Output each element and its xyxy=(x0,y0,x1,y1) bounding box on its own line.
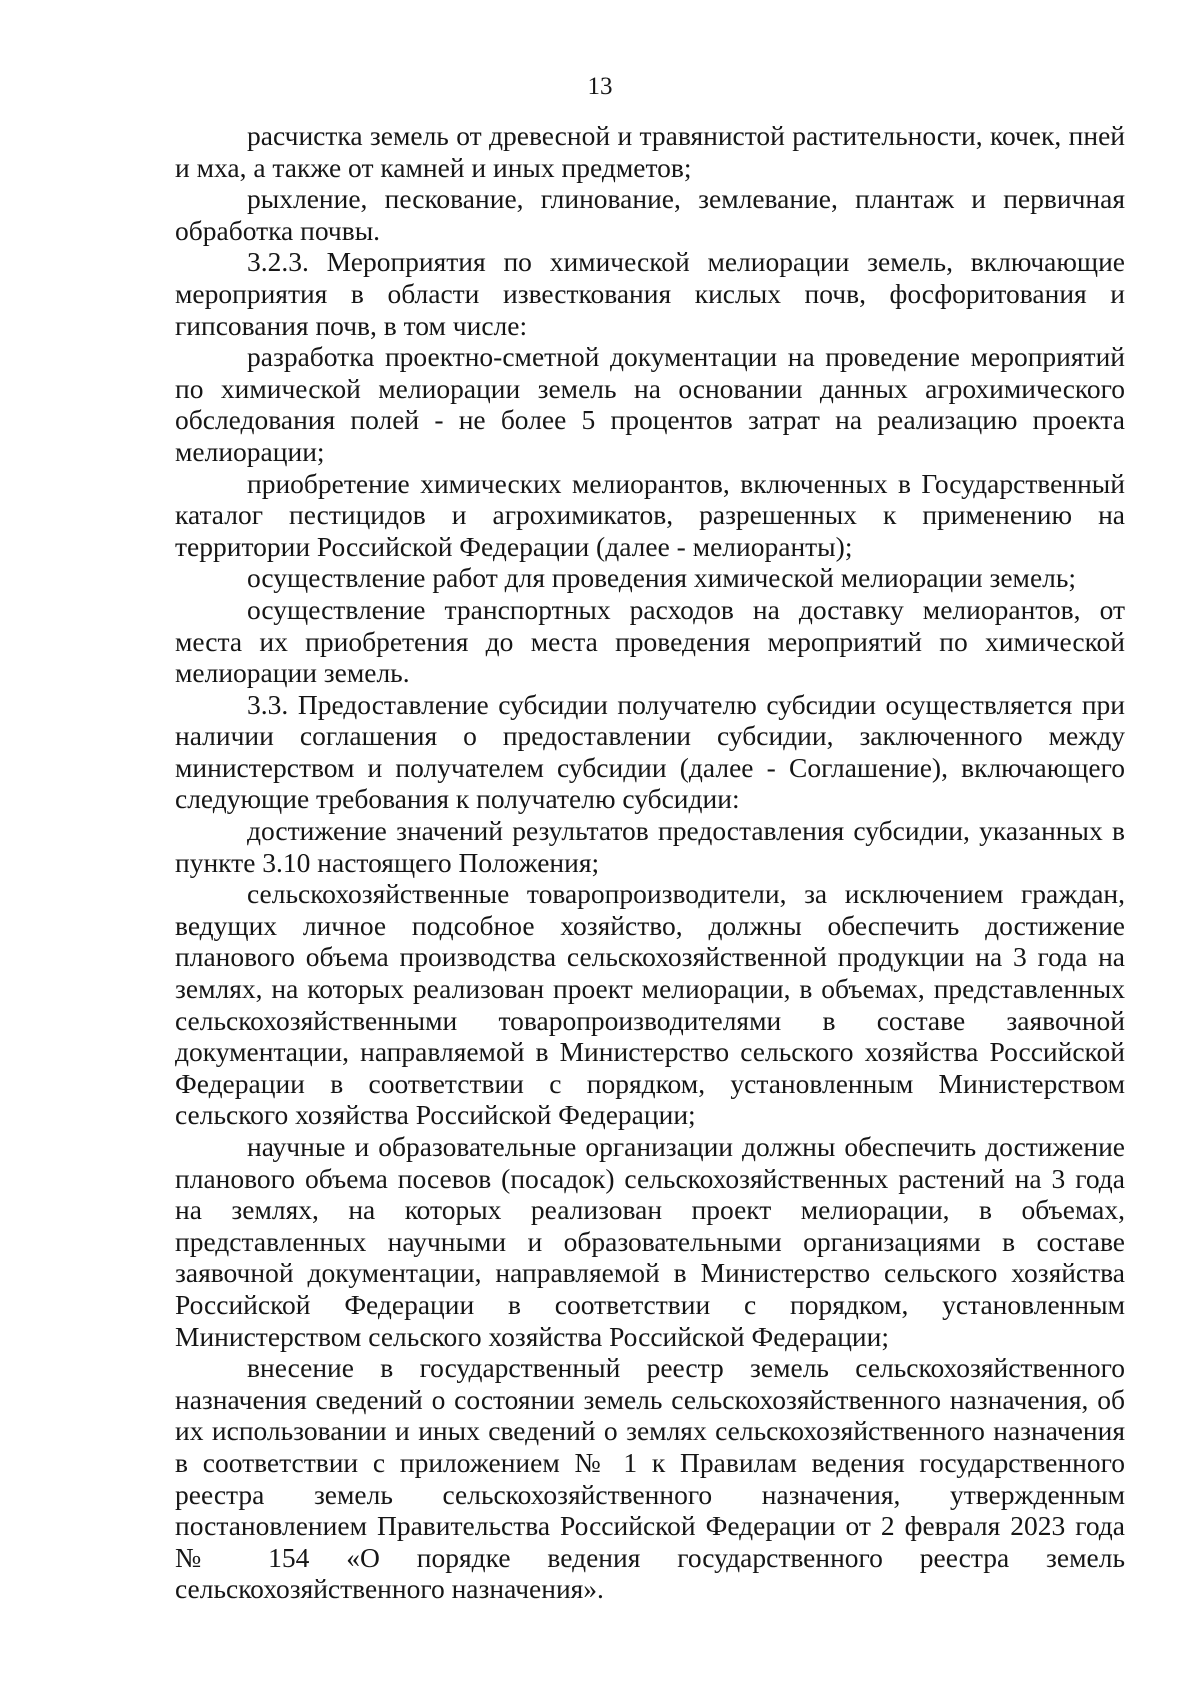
paragraph: 3.2.3. Мероприятия по химической мелиорации земель, включающие мероприятия в области известкования кислых почв, фосфоритования и гипсования почв, в том числе: xyxy=(175,246,1125,341)
paragraph: расчистка земель от древесной и травянистой растительности, кочек, пней и мха, а также от камней и иных предметов; xyxy=(175,120,1125,183)
paragraph: приобретение химических мелиорантов, включенных в Государственный каталог пестицидов и агрохимикатов, разрешенных к применению на территории Российской Федерации (далее - мелиоранты); xyxy=(175,467,1125,562)
page-number: 13 xyxy=(587,73,613,100)
paragraph: достижение значений результатов предоставления субсидии, указанных в пункте 3.10 настоящего Положения; xyxy=(175,815,1125,878)
paragraph: сельскохозяйственные товаропроизводители, за исключением граждан, ведущих личное подсобное хозяйство, должны обеспечить достижение планового объема производства сельскохозяйственной продукции на 3 года на землях, на которых реализован проект мелиорации, в объемах, представленных сельскохозяйственными товаропроизводителями в составе заявочной документации, направляемой в Министерство сельского хозяйства Российской Федерации в соответствии с порядком, установленным Министерством сельского хозяйства Российской Федерации; xyxy=(175,878,1125,1131)
paragraph: научные и образовательные организации должны обеспечить достижение планового объема посевов (посадок) сельскохозяйственных растений на 3 года на землях, на которых реализован проект мелиорации, в объемах, представленных научными и образовательными организациями в составе заявочной документации, направляемой в Министерство сельского хозяйства Российской Федерации в соответствии с порядком, установленным Министерством сельского хозяйства Российской Федерации; xyxy=(175,1131,1125,1352)
paragraph: 3.3. Предоставление субсидии получателю субсидии осуществляется при наличии соглашения о предоставлении субсидии, заключенного между министерством и получателем субсидии (далее - Соглашение), включающего следующие требования к получателю субсидии: xyxy=(175,688,1125,815)
paragraph: рыхление, пескование, глинование, землевание, плантаж и первичная обработка почвы. xyxy=(175,183,1125,246)
document-body xyxy=(175,120,1125,1605)
paragraph: осуществление работ для проведения химической мелиорации земель; xyxy=(247,562,1077,594)
paragraph: внесение в государственный реестр земель сельскохозяйственного назначения сведений о состоянии земель сельскохозяйственного назначения, об их использовании и иных сведений о землях сельскохозяйственного назначения в соответствии с приложением № 1 к Правилам ведения государственного реестра земель сельскохозяйственного назначения, утвержденным постановлением Правительства Российской Федерации от 2 февраля 2023 года № 154 «О порядке ведения государственного реестра земель сельскохозяйственного назначения». xyxy=(175,1352,1125,1605)
paragraph: разработка проектно-сметной документации на проведение мероприятий по химической мелиорации земель на основании данных агрохимического обследования полей - не более 5 процентов затрат на реализацию проекта мелиорации; xyxy=(175,341,1125,467)
paragraph: осуществление транспортных расходов на доставку мелиорантов, от места их приобретения до места проведения мероприятий по химической мелиорации земель. xyxy=(175,593,1125,689)
